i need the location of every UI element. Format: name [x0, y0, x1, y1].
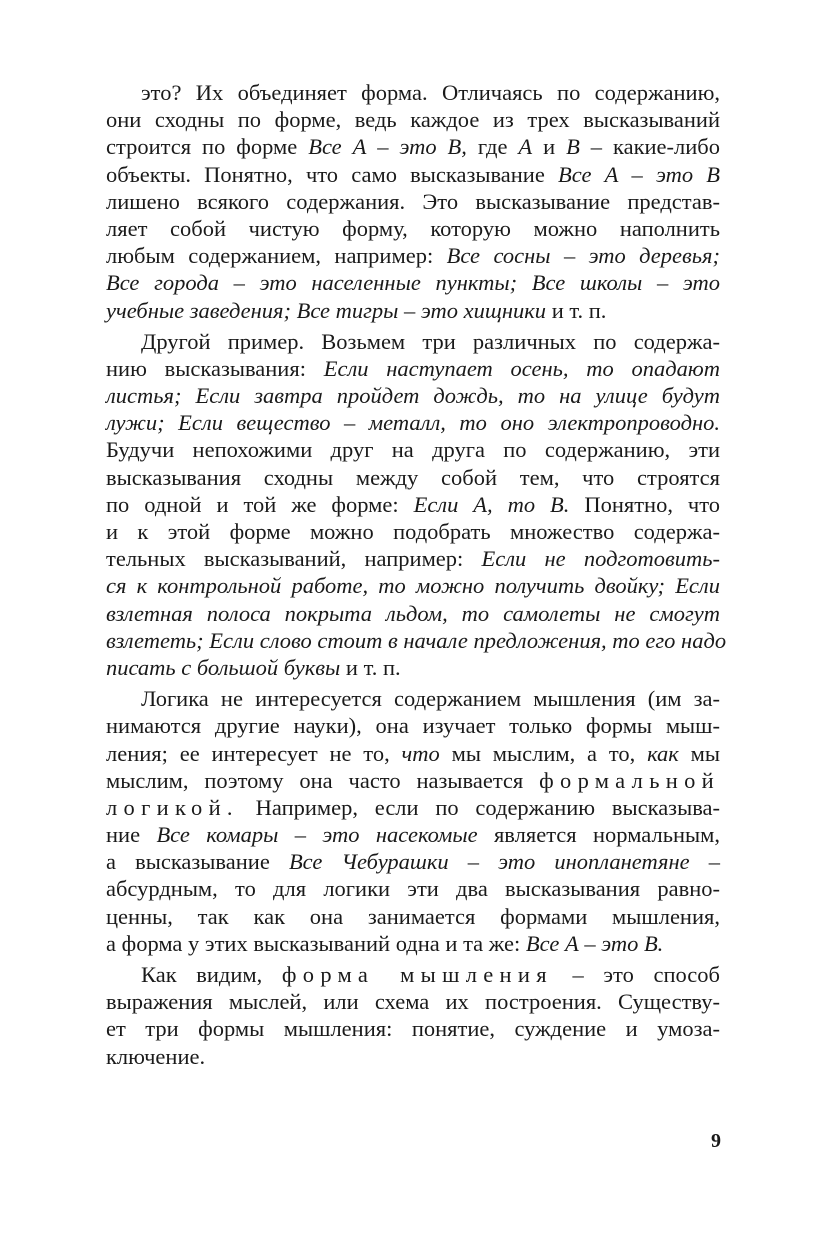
- text-run: нию высказывания:: [106, 355, 324, 381]
- text-run: Как видим,: [141, 962, 282, 987]
- text-line: [106, 518, 720, 545]
- text-line: [106, 436, 720, 463]
- text-run: а высказывание: [106, 849, 289, 875]
- text-line: [106, 1015, 720, 1042]
- text-run: и к этой форме можно подобрать множество содержа-: [106, 519, 720, 544]
- text-run: Будучи непохожими друг на друга по содержанию, эти: [106, 437, 720, 463]
- italic-text: Если наступает осень, то опадают: [323, 355, 720, 381]
- text-line: [106, 464, 720, 491]
- text-run: Понятно, что: [569, 491, 721, 517]
- italic-text: что: [401, 740, 440, 766]
- text-run: любым содержанием, например:: [106, 243, 447, 269]
- text-run: –: [689, 849, 720, 875]
- text-run: это? Их объединяет форма. Отличаясь по содержанию,: [141, 80, 720, 105]
- paragraph-3: [106, 685, 720, 957]
- spaced-text: формальной: [539, 767, 720, 793]
- text-line: [106, 930, 720, 957]
- text-line: [106, 685, 720, 712]
- text-line: [106, 712, 720, 739]
- italic-text: Все А – это В: [558, 161, 720, 187]
- italic-text: Все сосны – это деревья;: [446, 243, 720, 269]
- text-run: выражения мыслей, или схема их построения. Существу-: [106, 989, 720, 1015]
- text-run: ляет собой чистую форму, которую можно наполнить: [106, 215, 720, 241]
- text-line: [106, 382, 720, 409]
- text-run: – это способ: [552, 962, 720, 987]
- spaced-text: форма мышления: [281, 962, 553, 987]
- text-run: – какие-либо: [579, 134, 720, 160]
- text-line: [106, 572, 720, 599]
- italic-text: Все А – это В.: [525, 930, 664, 956]
- text-run: и т. п.: [340, 654, 401, 680]
- text-line: [106, 821, 720, 848]
- body-text: [106, 79, 727, 1070]
- text-line: [106, 269, 720, 296]
- text-line: [106, 988, 720, 1015]
- text-run: Логика не интересуется содержанием мышления (им за-: [141, 686, 720, 712]
- text-line: [106, 297, 720, 324]
- italic-text: лужи; Если вещество – металл, то оно электропроводно.: [106, 410, 720, 436]
- text-run: по одной и той же форме:: [106, 491, 414, 517]
- text-line: [106, 161, 720, 188]
- italic-text: Все Чебурашки – это инопланетяне: [288, 849, 690, 875]
- text-run: ления; ее интересует не то,: [106, 740, 402, 766]
- text-line: [106, 654, 720, 681]
- text-line: [106, 242, 720, 269]
- text-line: [106, 903, 720, 930]
- text-line: [106, 106, 720, 133]
- italic-text: ся к контрольной работе, то можно получить двойку; Если: [106, 573, 720, 599]
- text-line: [106, 767, 720, 794]
- italic-text: взлететь; Если слово стоит в начале предложения, то его надо: [106, 627, 727, 653]
- text-run: они сходны по форме, ведь каждое из трех высказываний: [106, 107, 720, 133]
- text-line: [106, 1043, 720, 1070]
- italic-text: листья; Если завтра пройдет дождь, то на улице будут: [106, 383, 720, 409]
- italic-text: взлетная полоса покрыта льдом, то самолеты не смогут: [106, 600, 720, 626]
- text-line: [106, 328, 720, 355]
- text-run: ключение.: [106, 1043, 206, 1069]
- text-run: строится по форме: [106, 134, 309, 160]
- italic-text: В: [566, 134, 580, 160]
- text-line: [106, 545, 720, 572]
- paragraph-2: [106, 328, 727, 681]
- text-line: [106, 188, 720, 215]
- italic-text: как: [647, 740, 679, 766]
- text-run: высказывания сходны между собой тем, что строятся: [106, 464, 720, 490]
- text-run: ет три формы мышления: понятие, суждение и умоза-: [106, 1016, 720, 1042]
- text-run: объекты. Понятно, что само высказывание: [106, 161, 559, 187]
- text-run: мы мыслим, а то,: [439, 740, 648, 766]
- text-run: мыслим, поэтому она часто называется: [106, 767, 540, 793]
- text-line: [106, 491, 720, 518]
- text-run: тельных высказываний, например:: [106, 546, 482, 572]
- text-run: а форма у этих высказываний одна и та же:: [106, 930, 526, 956]
- italic-text: Если А, то В.: [413, 491, 570, 517]
- text-line: [106, 355, 720, 382]
- text-line: [106, 215, 720, 242]
- page-number: 9: [711, 1130, 721, 1152]
- text-run: Другой пример. Возьмем три различных по содержа-: [141, 328, 720, 354]
- text-line: [106, 133, 720, 160]
- text-run: и т. п.: [546, 297, 607, 323]
- text-run: ние: [106, 822, 157, 848]
- paragraph-1: [106, 79, 720, 324]
- text-run: нимаются другие науки), она изучает только формы мыш-: [106, 713, 720, 739]
- spaced-text: логикой.: [106, 794, 239, 820]
- text-run: Например, если по содержанию высказыва-: [238, 794, 720, 820]
- text-line: [106, 848, 720, 875]
- italic-text: Все комары – это насекомые: [156, 822, 478, 848]
- text-run: лишено всякого содержания. Это высказывание представ-: [106, 188, 720, 214]
- text-run: является нормальным,: [477, 822, 720, 848]
- text-run: мы: [678, 740, 720, 766]
- text-run: ценны, так как она занимается формами мышления,: [106, 903, 720, 929]
- text-line: [106, 409, 720, 436]
- text-line: [106, 600, 720, 627]
- italic-text: А: [518, 134, 533, 160]
- text-line: [106, 961, 720, 988]
- text-line: [106, 794, 720, 821]
- italic-text: учебные заведения; Все тигры – это хищники: [106, 297, 547, 323]
- italic-text: писать с большой буквы: [106, 654, 341, 680]
- text-line: [106, 740, 720, 767]
- text-run: где: [466, 134, 519, 160]
- text-line: [106, 875, 720, 902]
- italic-text: Все А – это В,: [308, 134, 467, 160]
- italic-text: Все города – это населенные пункты; Все школы – это: [106, 270, 720, 296]
- italic-text: Если не подготовить-: [481, 546, 720, 572]
- text-run: абсурдным, то для логики эти два высказывания равно-: [106, 876, 720, 902]
- text-run: и: [532, 134, 567, 160]
- text-line: [106, 627, 727, 654]
- text-line: [106, 79, 720, 106]
- paragraph-4: [106, 961, 720, 1070]
